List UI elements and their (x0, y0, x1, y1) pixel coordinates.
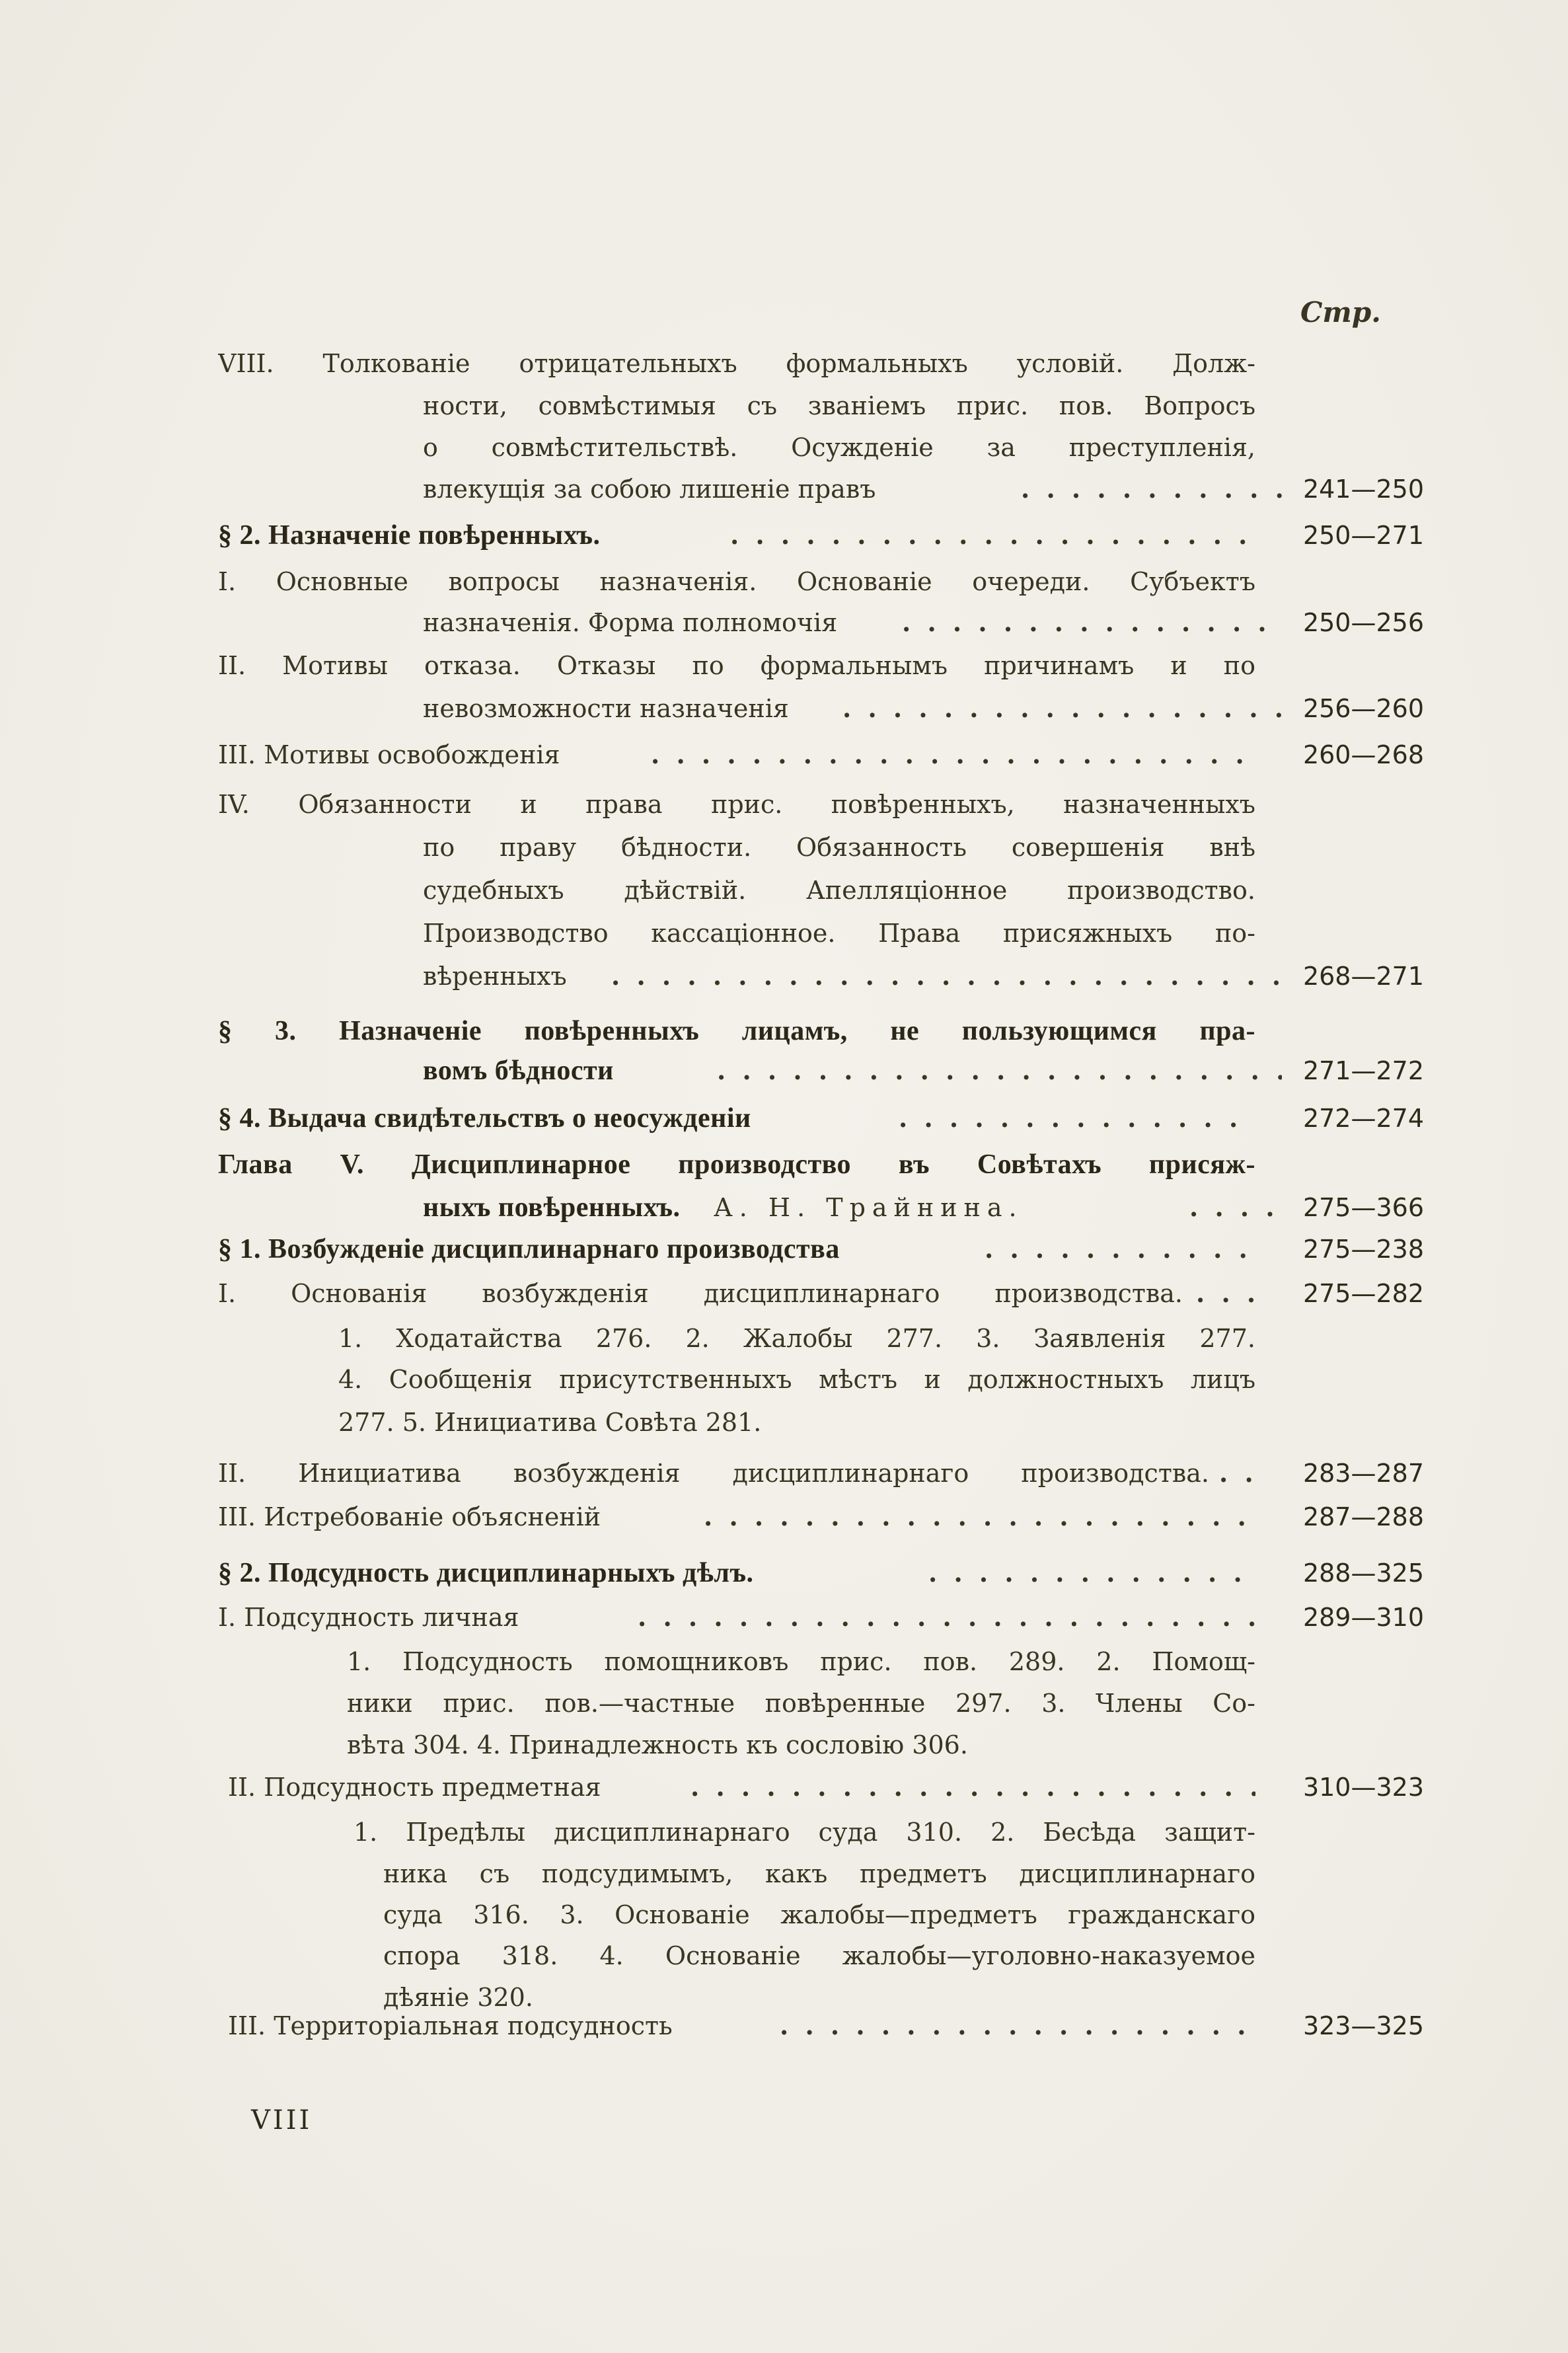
subitem-text: 1. Ходатайства 276. 2. Жалобы 277. 3. Заявленія 277. (338, 1324, 1255, 1353)
entry-text: назначенія. Форма полномочія (423, 608, 838, 637)
entry-text: II. Мотивы отказа. Отказы по формальнымъ причинамъ и по (218, 651, 1255, 680)
dot-leader (651, 736, 1255, 773)
page-range: 268—271 (1302, 962, 1424, 991)
page-range: 241—250 (1302, 475, 1424, 504)
dot-leader (780, 2007, 1255, 2044)
toc-line (218, 1455, 1427, 1492)
toc-line (218, 517, 1427, 554)
toc-line (218, 1275, 1427, 1312)
entry-text: Производство кассаціонное. Права присяжныхъ по- (423, 919, 1255, 948)
page-range: 271—272 (1302, 1056, 1424, 1085)
toc-line (423, 829, 1255, 866)
toc-line (338, 1361, 1255, 1398)
entry-text: влекущія за собою лишеніе правъ (423, 475, 876, 504)
subitem-text: 1. Предѣлы дисциплинарнаго суда 310. 2. Бесѣда защит- (354, 1818, 1255, 1847)
toc-line (423, 429, 1255, 466)
dot-leader (1021, 471, 1282, 508)
page-range: 272—274 (1302, 1104, 1424, 1133)
subitem-text: вѣта 304. 4. Принадлежность къ сословію 306. (347, 1730, 968, 1759)
subitem-text: ники прис. пов.—частные повѣренные 297. 3. Члены Со- (347, 1689, 1255, 1718)
page-range: 275—282 (1302, 1279, 1424, 1308)
toc-line (338, 1320, 1255, 1357)
entry-text: III. Территоріальная подсудность (228, 2011, 673, 2040)
toc-line (218, 647, 1255, 684)
toc-line (423, 471, 1427, 508)
dot-leader (704, 1498, 1255, 1535)
toc-line (218, 1599, 1427, 1636)
toc-line (347, 1685, 1255, 1722)
page-range: 323—325 (1302, 2011, 1424, 2040)
toc-line (228, 2007, 1427, 2044)
page-range: 250—271 (1302, 521, 1424, 550)
toc-line (347, 1726, 1074, 1763)
page-range: 289—310 (1302, 1603, 1424, 1632)
toc-line (218, 1146, 1255, 1183)
toc-line (218, 736, 1427, 773)
entry-text: III. Мотивы освобожденія (218, 740, 560, 769)
toc-line (218, 1555, 1427, 1592)
entry-text: I. Основанія возбужденія дисциплинарнаго производства. (218, 1279, 1183, 1308)
dot-leader (985, 1231, 1255, 1268)
subitem-text: спора 318. 4. Основаніе жалобы—уголовно-наказуемое (383, 1941, 1255, 1970)
toc-line (218, 1100, 1427, 1137)
dot-leader (1189, 1189, 1282, 1226)
entry-text: по праву бѣдности. Обязанность совершенія внѣ (423, 833, 1255, 862)
toc-line (423, 387, 1255, 424)
page-range: 275—366 (1302, 1193, 1424, 1222)
entry-text: I. Основные вопросы назначенія. Основаніе очереди. Субъектъ (218, 567, 1255, 596)
toc-line (354, 1814, 1255, 1851)
toc-line (423, 915, 1255, 952)
page-folio: VIII (251, 2105, 313, 2136)
entry-text: о совмѣстительствѣ. Осужденіе за преступленія, (423, 433, 1255, 462)
page-column-header: Стр. (1300, 296, 1381, 328)
toc-line (383, 1896, 1255, 1933)
dot-leader (717, 1052, 1282, 1089)
toc-line (218, 563, 1255, 600)
chapter-author: А. Н. Трайнина. (714, 1193, 1024, 1222)
toc-line (218, 1013, 1255, 1050)
dot-leader (899, 1100, 1255, 1137)
dot-leader (611, 958, 1282, 995)
section-heading: вомъ бѣдности (423, 1056, 614, 1086)
toc-line (423, 604, 1427, 641)
entry-text: III. Истребованіе объясненій (218, 1502, 601, 1531)
subitem-text: суда 316. 3. Основаніе жалобы—предметъ гражданскаго (383, 1900, 1255, 1929)
entry-text: вѣренныхъ (423, 962, 567, 991)
toc-line (338, 1404, 999, 1441)
toc-line (218, 1498, 1427, 1535)
page-range: 260—268 (1302, 740, 1424, 769)
page-range: 283—287 (1302, 1459, 1424, 1488)
section-heading: § 2. Подсудность дисциплинарныхъ дѣлъ. (218, 1558, 754, 1588)
subitem-text: дѣяніе 320. (383, 1983, 533, 2012)
section-heading: § 1. Возбужденіе дисциплинарнаго производства (218, 1234, 840, 1264)
dot-leader (638, 1599, 1255, 1636)
entry-text: II. Инициатива возбужденія дисциплинарнаго производства. (218, 1459, 1209, 1488)
entry-text: II. Подсудность предметная (228, 1773, 601, 1802)
page-range: 256—260 (1302, 694, 1424, 723)
section-heading: § 4. Выдача свидѣтельствъ о неосужденіи (218, 1103, 751, 1134)
toc-line (218, 1231, 1427, 1268)
subitem-text: ника съ подсудимымъ, какъ предметъ дисциплинарнаго (383, 1859, 1255, 1888)
entry-text: I. Подсудность личная (218, 1603, 519, 1632)
page-range: 275—238 (1302, 1235, 1424, 1264)
page-range: 287—288 (1302, 1502, 1424, 1531)
toc-line (423, 872, 1255, 909)
dot-leader (1196, 1275, 1255, 1312)
toc-line (228, 1769, 1427, 1806)
entry-text: судебныхъ дѣйствій. Апелляціонное производство. (423, 876, 1255, 905)
chapter-heading: Глава V. Дисциплинарное производство въ Совѣтахъ присяж- (218, 1149, 1255, 1180)
entry-text: VIII. Толкованіе отрицательныхъ формальныхъ условій. Долж- (218, 349, 1255, 378)
page-range: 310—323 (1302, 1773, 1424, 1802)
toc-line (423, 1052, 1427, 1089)
subitem-text: 4. Сообщенія присутственныхъ мѣстъ и должностныхъ лицъ (338, 1365, 1255, 1394)
toc-line (423, 1189, 1427, 1226)
subitem-text: 1. Подсудность помощниковъ прис. пов. 289. 2. Помощ- (347, 1647, 1255, 1676)
toc-line (423, 958, 1427, 995)
toc-line (383, 1855, 1255, 1892)
dot-leader (730, 517, 1255, 554)
page-range: 288—325 (1302, 1559, 1424, 1588)
toc-line (423, 690, 1427, 727)
chapter-heading: ныхъ повѣренныхъ. (423, 1192, 681, 1223)
section-heading: § 2. Назначеніе повѣренныхъ. (218, 520, 601, 551)
dot-leader (691, 1769, 1255, 1806)
toc-line (347, 1643, 1255, 1680)
entry-text: невозможности назначенія (423, 694, 789, 723)
toc-line (218, 345, 1255, 382)
dot-leader (842, 690, 1282, 727)
subitem-text: 277. 5. Инициатива Совѣта 281. (338, 1408, 762, 1437)
toc-line (218, 786, 1255, 823)
entry-text: ности, совмѣстимыя съ званіемъ прис. пов. Вопросъ (423, 391, 1255, 420)
dot-leader (1219, 1455, 1255, 1492)
toc-line (383, 1937, 1255, 1974)
section-heading: § 3. Назначеніе повѣренныхъ лицамъ, не пользующимся пра- (218, 1016, 1255, 1046)
entry-text: IV. Обязанности и права прис. повѣренныхъ, назначенныхъ (218, 790, 1255, 819)
page-range: 250—256 (1302, 608, 1424, 637)
dot-leader (902, 604, 1282, 641)
dot-leader (928, 1555, 1255, 1592)
